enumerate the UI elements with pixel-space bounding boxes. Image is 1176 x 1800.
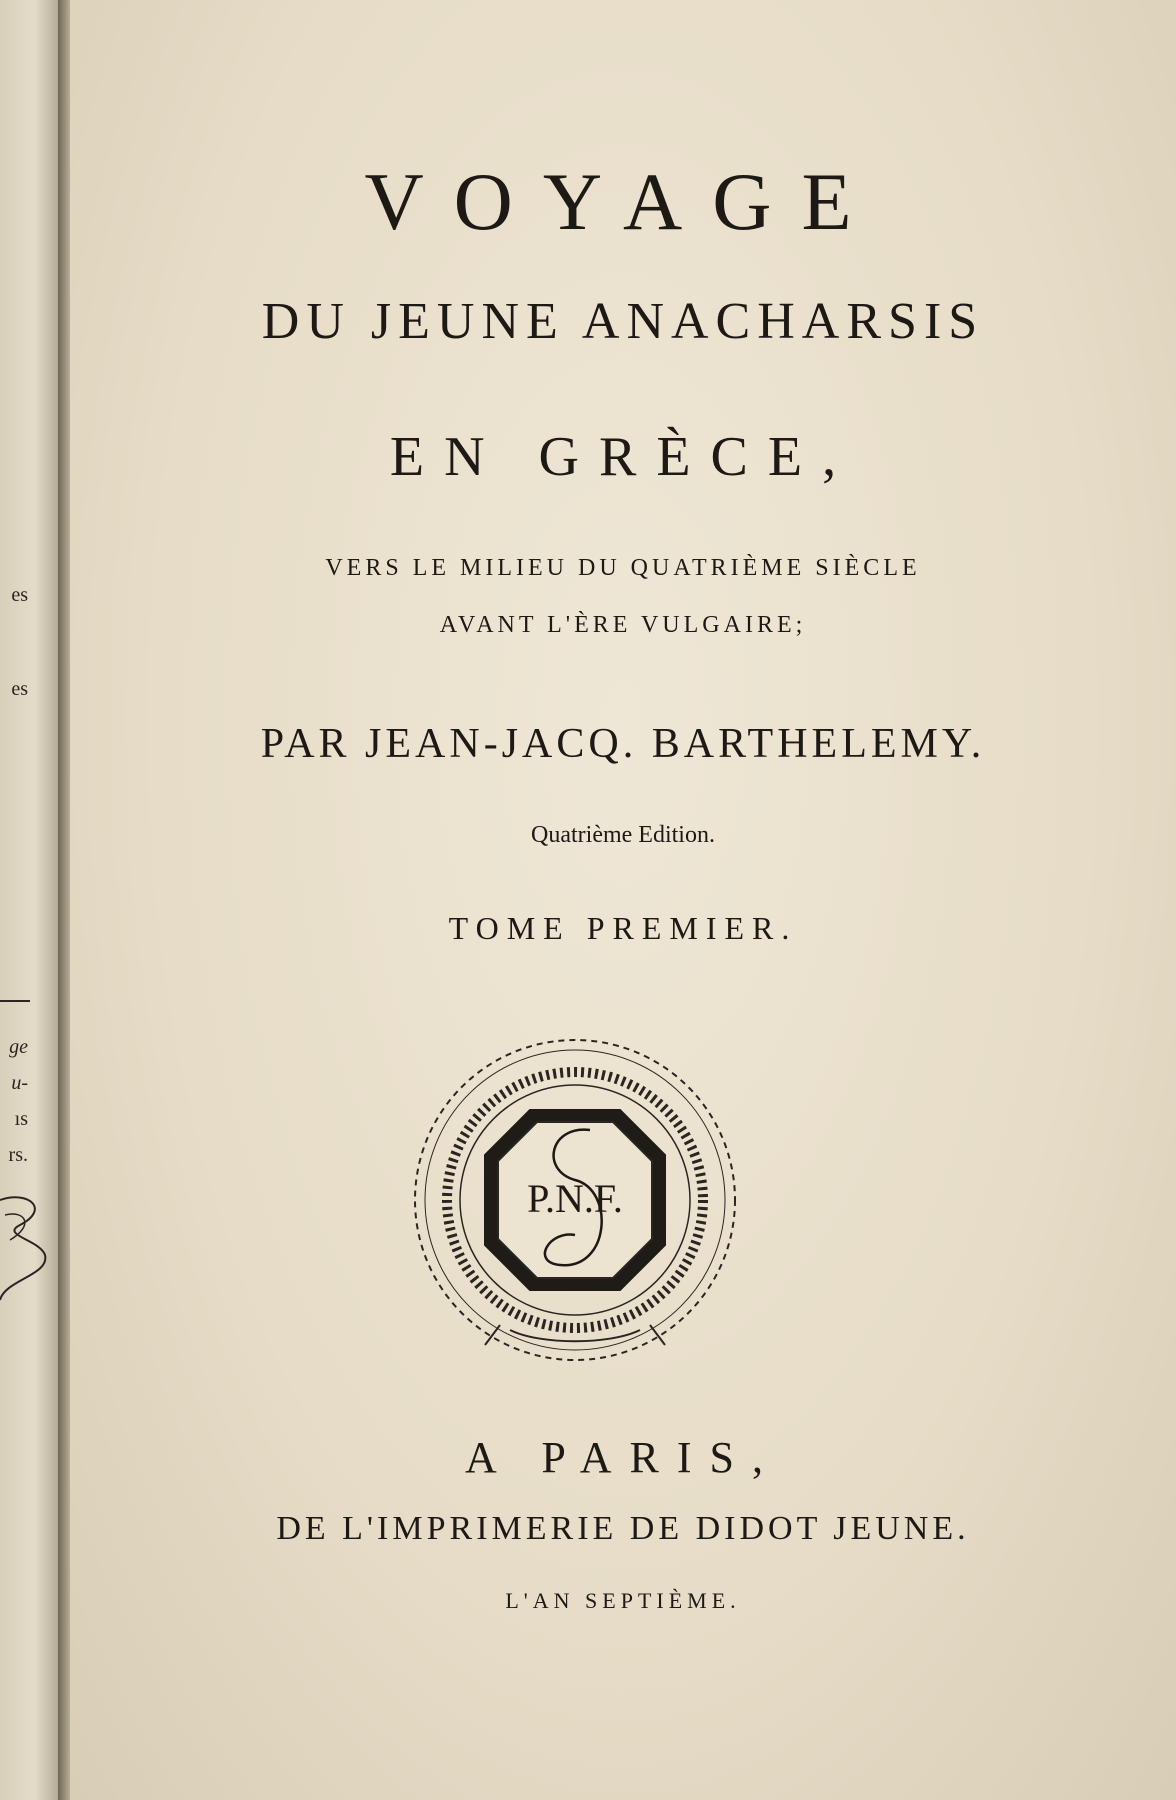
monogram-text: P.N.F. [527, 1176, 623, 1221]
left-page-fragment: u- [11, 1072, 28, 1094]
year-line: L'AN SEPTIÈME. [505, 1588, 741, 1613]
printer-line: DE L'IMPRIMERIE DE DIDOT JEUNE. [276, 1510, 970, 1547]
title-page [70, 0, 1176, 1800]
left-page-fragment: es [11, 584, 28, 606]
book-gutter [58, 0, 70, 1800]
left-page-rule [0, 1000, 30, 1002]
subtitle-line-1: DU JEUNE ANACHARSIS [261, 293, 985, 350]
left-page-fragment: rs. [8, 1144, 28, 1166]
subtitle-line-2: EN GRÈCE, [389, 426, 857, 488]
left-page-edge [0, 0, 58, 1800]
printer-wreath-vignette [400, 1030, 750, 1380]
signature-scribble [0, 1180, 58, 1320]
author-line: PAR JEAN-JACQ. BARTHELEMY. [260, 721, 986, 767]
book-title: VOYAGE [364, 156, 882, 247]
edition-line: Quatrième Edition. [531, 822, 715, 848]
left-page-fragment: ıs [14, 1108, 28, 1130]
period-line-1: VERS LE MILIEU DU QUATRIÈME SIÈCLE [325, 555, 921, 581]
place-line: A PARIS, [464, 1433, 782, 1482]
period-line-2: AVANT L'ÈRE VULGAIRE; [439, 612, 807, 638]
volume-line: TOME PREMIER. [448, 910, 798, 946]
left-page-fragment: ge [9, 1036, 28, 1058]
left-page-fragment: es [11, 678, 28, 700]
